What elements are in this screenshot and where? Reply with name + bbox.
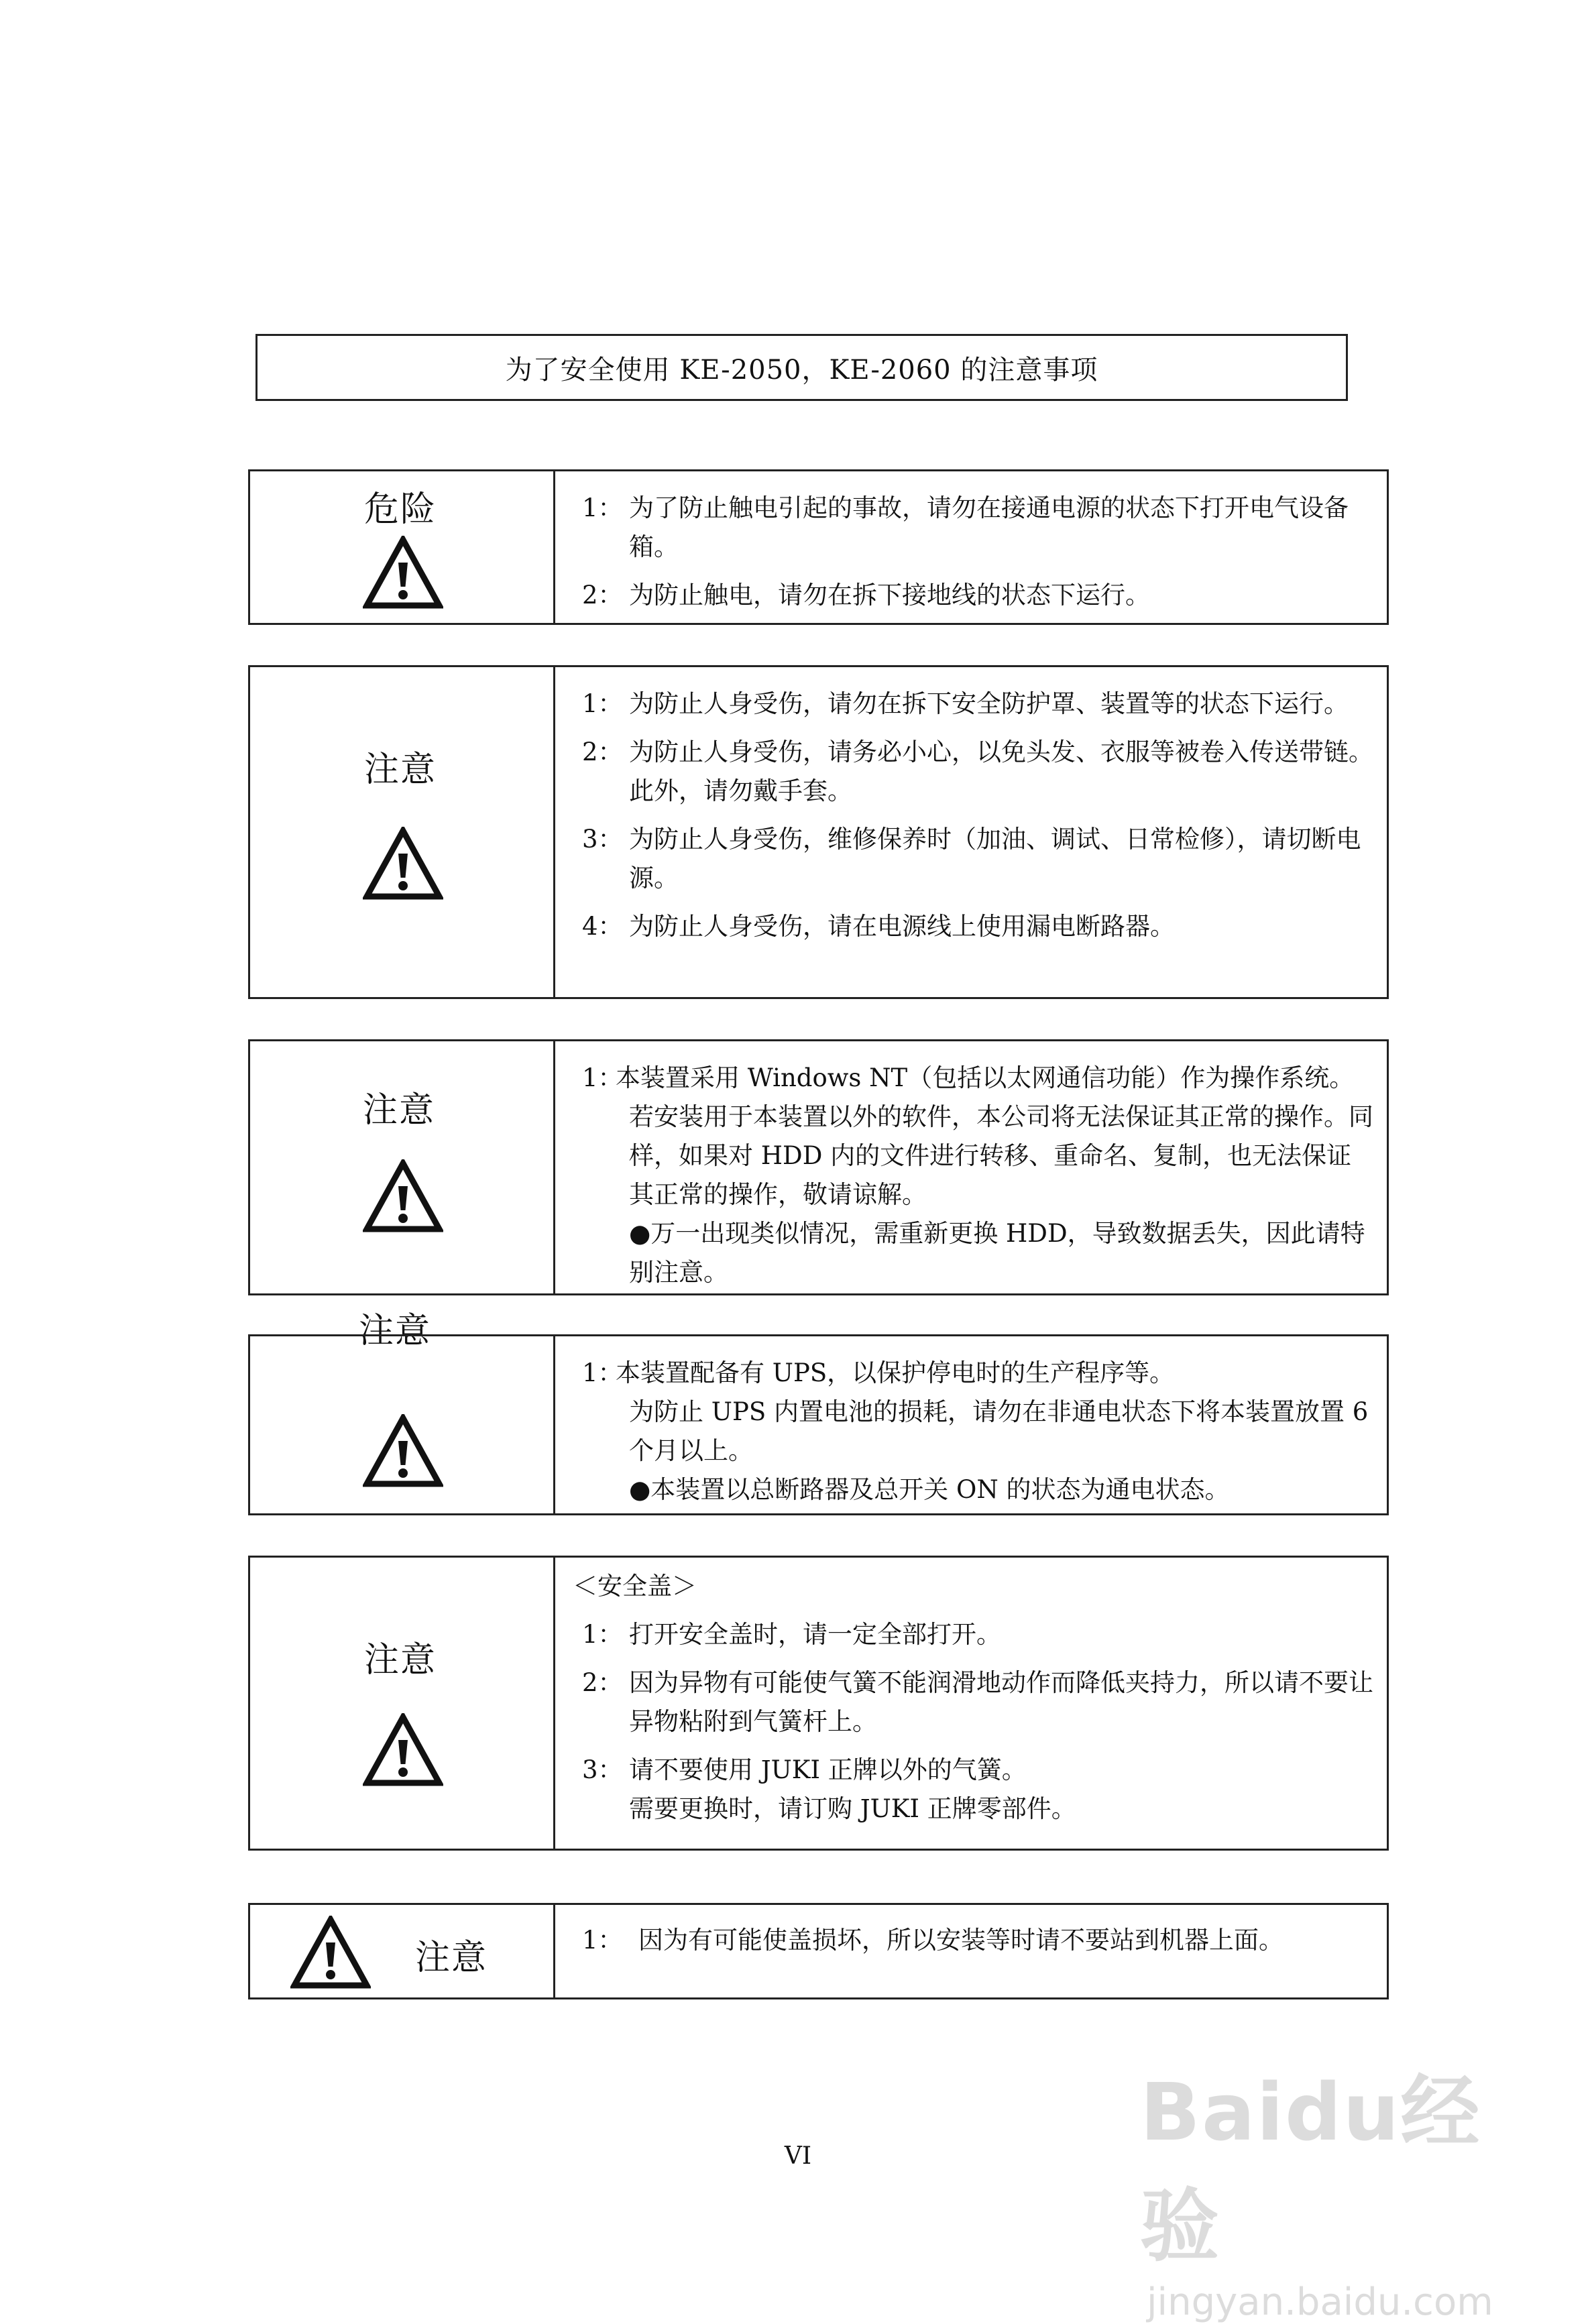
list-item: 1： 因为有可能使盖损坏，所以安装等时请不要站到机器上面。 bbox=[582, 1926, 1284, 1955]
caution-section-injury bbox=[248, 665, 1389, 999]
watermark-logo: Baidu经验 bbox=[1140, 2066, 1481, 2272]
warning-triangle-icon bbox=[290, 1916, 371, 1989]
caution-content bbox=[555, 667, 1387, 997]
page-title: 为了安全使用 KE-2050，KE-2060 的注意事项 bbox=[255, 334, 1348, 401]
warning-triangle-icon bbox=[363, 1159, 443, 1233]
list-item: 1： 本装置采用 Windows NT（包括以太网通信功能）作为操作系统。 bbox=[582, 1063, 1355, 1092]
list-item-note: ●本装置以总断路器及总开关 ON 的状态为通电状态。 bbox=[629, 1475, 1230, 1504]
warning-triangle-icon bbox=[363, 1414, 443, 1488]
caution-label-cell bbox=[250, 1041, 555, 1293]
caution-label: 注意 bbox=[359, 1311, 432, 1351]
caution-section-ups bbox=[248, 1334, 1389, 1515]
caution-content bbox=[555, 1905, 1387, 1997]
warning-triangle-icon bbox=[363, 827, 443, 900]
section-heading: ＜安全盖＞ bbox=[573, 1572, 697, 1601]
caution-label: 注意 bbox=[364, 750, 437, 790]
watermark-url: jingyan.baidu.com bbox=[1147, 2280, 1493, 2324]
list-item: 3： 为防止人身受伤，维修保养时（加油、调试、日常检修），请切断电源。 bbox=[582, 825, 1361, 892]
caution-content bbox=[555, 1558, 1387, 1849]
caution-label: 注意 bbox=[415, 1938, 488, 1978]
caution-label: 注意 bbox=[364, 1640, 437, 1680]
list-item: 1： 为防止人身受伤，请勿在拆下安全防护罩、装置等的状态下运行。 bbox=[582, 689, 1349, 718]
page-number: VI bbox=[784, 2142, 812, 2170]
list-item-extra: 需要更换时，请订购 JUKI 正牌零部件。 bbox=[629, 1794, 1076, 1823]
list-item: 2： 因为异物有可能使气簧不能润滑地动作而降低夹持力，所以请不要让异物粘附到气簧杆上。 bbox=[582, 1668, 1373, 1736]
list-item: 1： 为了防止触电引起的事故，请勿在接通电源的状态下打开电气设备箱。 bbox=[582, 493, 1349, 561]
danger-section bbox=[248, 469, 1389, 625]
warning-triangle-icon bbox=[363, 1713, 443, 1787]
caution-section-os bbox=[248, 1039, 1389, 1295]
warning-triangle-icon bbox=[363, 536, 443, 609]
caution-label-cell bbox=[250, 1905, 555, 1997]
list-item: 1： 打开安全盖时，请一定全部打开。 bbox=[582, 1620, 1001, 1649]
list-item: 2： 为防止触电，请勿在拆下接地线的状态下运行。 bbox=[582, 581, 1150, 609]
list-item-body: 若安装用于本装置以外的软件，本公司将无法保证其正常的操作。同样，如果对 HDD 内的文件进行转移、重命名、复制，也无法保证其正常的操作，敬请谅解。 bbox=[629, 1102, 1373, 1209]
caution-label-cell bbox=[250, 667, 555, 997]
caution-label-cell bbox=[250, 1558, 555, 1849]
caution-section-machine bbox=[248, 1903, 1389, 1999]
danger-content bbox=[555, 471, 1387, 623]
list-item-body: 为防止 UPS 内置电池的损耗，请勿在非通电状态下将本装置放置 6 个月以上。 bbox=[629, 1397, 1369, 1465]
caution-label-cell bbox=[250, 1336, 555, 1513]
list-item: 1： 本装置配备有 UPS，以保护停电时的生产程序等。 bbox=[582, 1358, 1175, 1387]
list-item: 2： 为防止人身受伤，请务必小心，以免头发、衣服等被卷入传送带链。此外，请勿戴手套。 bbox=[582, 738, 1373, 805]
danger-label: 危险 bbox=[364, 489, 437, 530]
caution-label: 注意 bbox=[363, 1090, 436, 1130]
list-item: 3： 请不要使用 JUKI 正牌以外的气簧。 bbox=[582, 1755, 1027, 1784]
watermark bbox=[1140, 2048, 1516, 2324]
danger-label-cell bbox=[250, 471, 555, 623]
caution-content bbox=[555, 1336, 1387, 1513]
list-item: 4： 为防止人身受伤，请在电源线上使用漏电断路器。 bbox=[582, 912, 1175, 941]
caution-content bbox=[555, 1041, 1387, 1293]
list-item-note: ●万一出现类似情况，需重新更换 HDD，导致数据丢失，因此请特别注意。 bbox=[629, 1219, 1365, 1287]
caution-section-safety-cover bbox=[248, 1556, 1389, 1851]
